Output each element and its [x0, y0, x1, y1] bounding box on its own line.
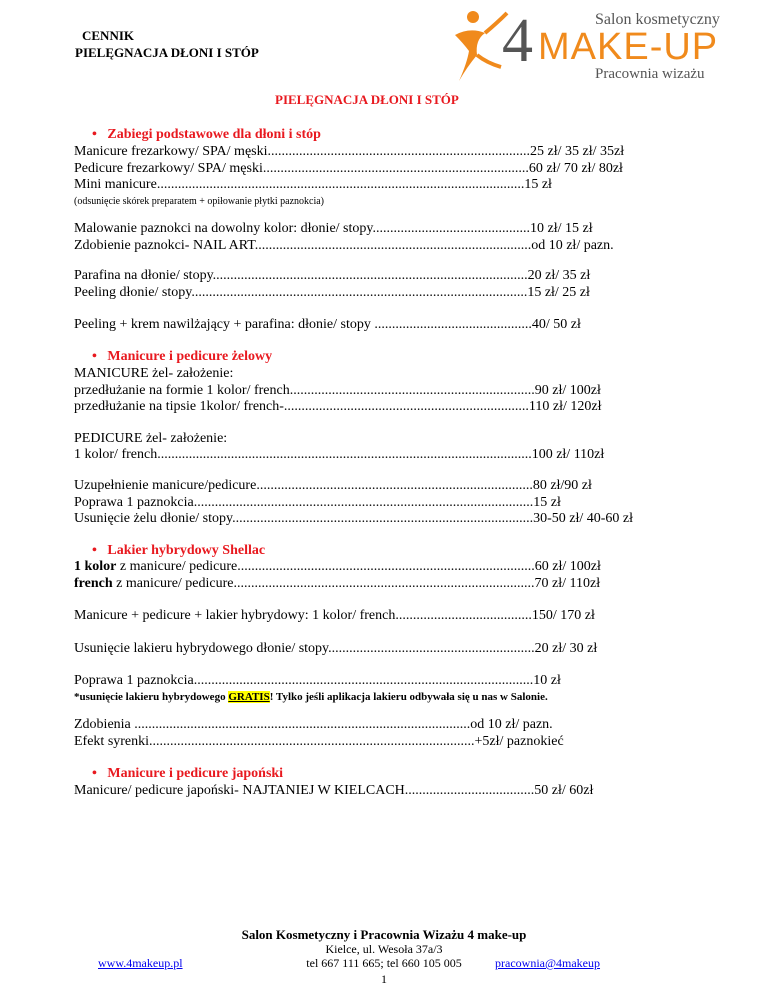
price-row: Peeling dłonie/ stopy................................................................................................15 zł/ 25 zł	[74, 285, 590, 300]
gel-manicure-head: MANICURE żel- założenie:	[74, 366, 234, 381]
logo	[445, 5, 745, 85]
shellac-note: *usunięcie lakieru hybrydowego GRATIS! Tylko jeśli aplikacja lakieru odbywała się u nas w Salonie.	[74, 691, 548, 703]
price-row: 1 kolor z manicure/ pedicure.....................................................................................60 zł/ 100zł	[74, 559, 601, 574]
bullet-icon: •	[92, 543, 97, 558]
footer-address: Kielce, ul. Wesoła 37a/3	[325, 942, 443, 956]
price-row: Efekt syrenki.............................................................................................+5zł/ paznokieć	[74, 734, 564, 749]
footer-name: Salon Kosmetyczny i Pracownia Wizażu 4 make-up	[241, 927, 527, 942]
price-row: przedłużanie na formie 1 kolor/ french......................................................................90 zł/ 100zł	[74, 383, 601, 398]
section-japan-title: • Manicure i pedicure japoński	[92, 766, 284, 781]
basic-note: (odsunięcie skórek preparatem + opiłowanie płytki paznokcia)	[74, 196, 324, 207]
price-row: Pedicure frezarkowy/ SPA/ męski............................................................................60 zł/ 70 zł/ 80zł	[74, 161, 623, 176]
header-subtitle: PIELĘGNACJA DŁONI I STÓP	[75, 45, 259, 60]
bullet-icon: •	[92, 349, 97, 364]
price-row: Manicure frezarkowy/ SPA/ męski...........................................................................25 zł/ 35 zł/ 35zł	[74, 144, 625, 159]
bullet-icon: •	[92, 766, 97, 781]
bullet-icon: •	[92, 127, 97, 142]
section-basic-title: • Zabiegi podstawowe dla dłoni i stóp	[92, 127, 321, 142]
header-cennik: CENNIK	[82, 28, 135, 43]
section-gel-title: • Manicure i pedicure żelowy	[92, 349, 273, 364]
price-row: Peeling + krem nawilżający + parafina: dłonie/ stopy .............................................40/ 50 zł	[74, 317, 581, 332]
gel-pedicure-head: PEDICURE żel- założenie:	[74, 431, 228, 446]
price-row: 1 kolor/ french...........................................................................................................100 zł/ 110zł	[74, 447, 605, 462]
price-row: Poprawa 1 paznokcia.................................................................................................10 zł	[74, 673, 561, 688]
logo-number: 4	[502, 7, 533, 75]
footer-page-number: 1	[381, 972, 387, 986]
price-row: Usunięcie lakieru hybrydowego dłonie/ stopy...........................................................20 zł/ 30 zł	[74, 641, 598, 656]
page-title: PIELĘGNACJA DŁONI I STÓP	[275, 92, 459, 107]
price-row: Poprawa 1 paznokcia.................................................................................................15 zł	[74, 495, 561, 510]
price-row: Malowanie paznokci na dowolny kolor: dłonie/ stopy.............................................10 zł/ 15 zł	[74, 221, 593, 236]
price-row: Manicure + pedicure + lakier hybrydowy: 1 kolor/ french.......................................150/ 170 zł	[74, 608, 595, 623]
website-link[interactable]: www.4makeup.pl	[98, 956, 183, 970]
price-row: Zdobienia ................................................................................................od 10 zł/ pazn.	[74, 717, 553, 732]
price-row: Zdobienie paznokci- NAIL ART...............................................................................od 10 zł/ pazn.	[74, 238, 614, 253]
section-shellac-title: • Lakier hybrydowy Shellac	[92, 543, 266, 558]
price-row: Mini manicure.........................................................................................................15 zł	[74, 177, 552, 192]
price-row: Usunięcie żelu dłonie/ stopy......................................................................................30-50 zł/ 40-60 zł	[74, 511, 634, 526]
logo-bottom-text: Pracownia wizażu	[595, 66, 705, 82]
price-row: french z manicure/ pedicure......................................................................................70 zł/ 110zł	[74, 576, 601, 591]
price-row: Uzupełnienie manicure/pedicure...............................................................................80 zł/90 zł	[74, 478, 592, 493]
logo-brand: MAKE-UP	[538, 26, 719, 68]
price-row: Manicure/ pedicure japoński- NAJTANIEJ W KIELCACH.....................................50 zł/ 60zł	[74, 783, 594, 798]
footer-phones: tel 667 111 665; tel 660 105 005	[306, 956, 462, 970]
price-row: Parafina na dłonie/ stopy..........................................................................................20 zł/ 35 zł	[74, 268, 591, 283]
price-row: przedłużanie na tipsie 1kolor/ french-......................................................................110 zł/ 120zł	[74, 399, 602, 414]
email-link[interactable]: pracownia@4makeup	[495, 956, 601, 970]
gratis-highlight: GRATIS	[228, 691, 270, 703]
logo-top-text: Salon kosmetyczny	[595, 11, 720, 28]
